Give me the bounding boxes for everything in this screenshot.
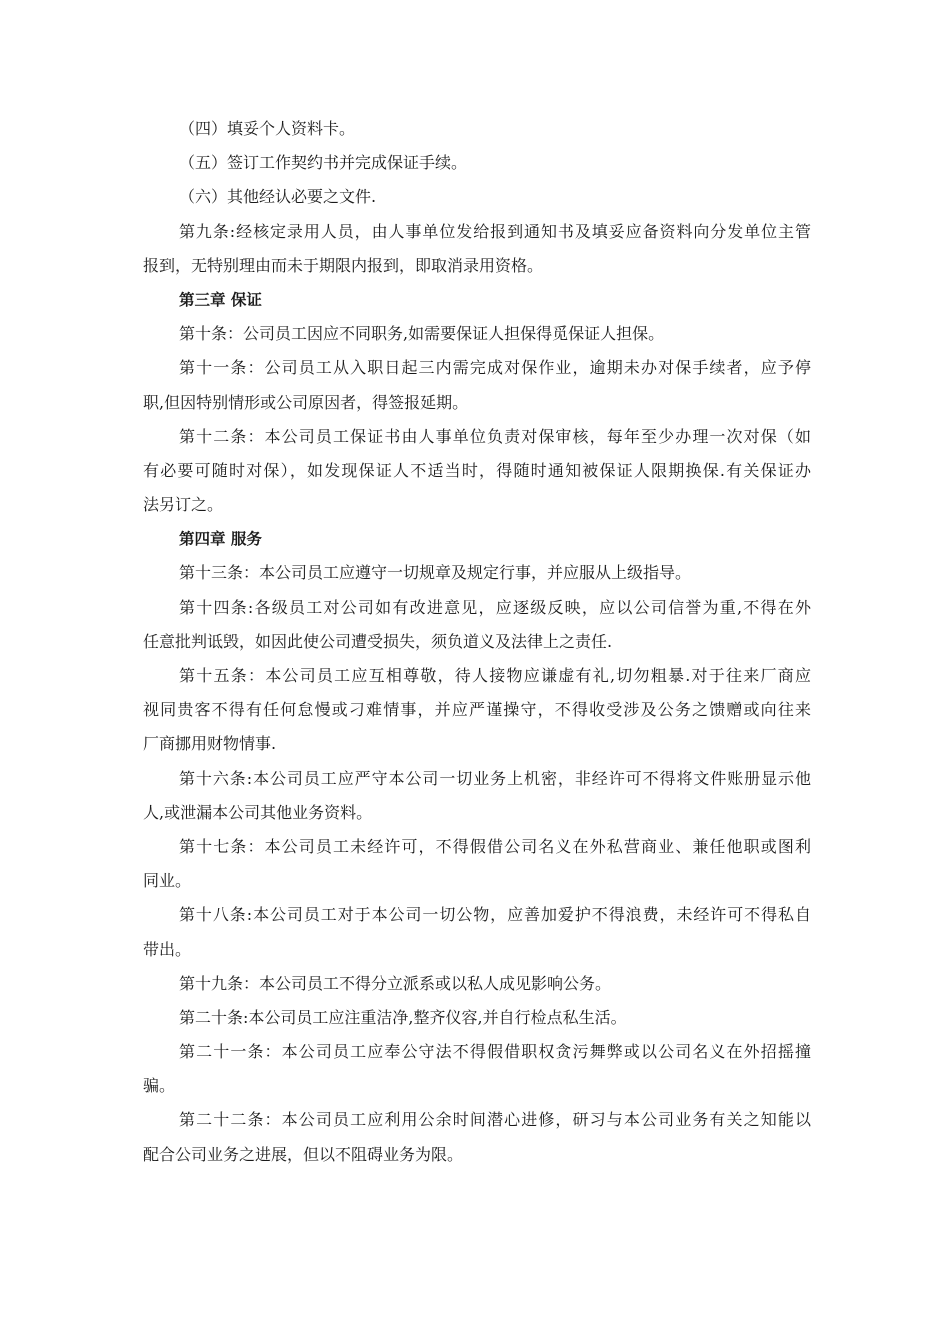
document-body — [143, 112, 811, 1172]
article-14-line-2: 任意批判诋毁，如因此使公司遭受损失，须负道义及法律上之责任. — [143, 631, 613, 651]
article-19-line-1: 第十九条：本公司员工不得分立派系或以私人成见影响公务。 — [179, 973, 612, 993]
article-12-line-1: 第十二条：本公司员工保证书由人事单位负责对保审核，每年至少办理一次对保（如 — [179, 426, 811, 446]
article-13-line-1: 第十三条：本公司员工应遵守一切规章及规定行事，并应服从上级指导。 — [179, 563, 692, 583]
article-10-line-1: 第十条：公司员工因应不同职务,如需要保证人担保得觅保证人担保。 — [179, 324, 665, 344]
item-4-line: （四）填妥个人资料卡。 — [179, 119, 356, 138]
article-11-line-1: 第十一条：公司员工从入职日起三内需完成对保作业，逾期未办对保手续者，应予停 — [179, 358, 811, 378]
article-12-line-3: 法另订之。 — [143, 495, 224, 515]
article-9-line-1: 第九条:经核定录用人员，由人事单位发给报到通知书及填妥应备资料向分发单位主管 — [179, 221, 811, 241]
article-20-line-1: 第二十条:本公司员工应注重洁净,整齐仪容,并自行检点私生活。 — [179, 1007, 627, 1027]
article-17-line-2: 同业。 — [143, 871, 192, 891]
article-21-line-1: 第二十一条：本公司员工应奉公守法不得假借职权贪污舞弊或以公司名义在外招摇撞 — [179, 1042, 811, 1062]
item-5-line: （五）签订工作契约书并完成保证手续。 — [179, 153, 468, 173]
article-12-line-2: 有必要可随时对保），如发现保证人不适当时，得随时通知被保证人限期换保.有关保证办 — [143, 460, 811, 480]
article-22-line-2: 配合公司业务之进展，但以不阻碍业务为限。 — [143, 1144, 464, 1164]
article-18-line-2: 带出。 — [143, 939, 192, 959]
chapter-4-heading: 第四章 服务 — [179, 530, 262, 549]
article-22-line-1: 第二十二条：本公司员工应利用公余时间潜心进修，研习与本公司业务有关之知能以 — [179, 1110, 811, 1130]
item-6-line: （六）其他经认必要之文件. — [179, 187, 377, 207]
article-16-line-2: 人,或泄漏本公司其他业务资料。 — [143, 802, 373, 822]
chapter-3-heading: 第三章 保证 — [179, 290, 262, 309]
article-15-line-3: 厂商挪用财物情事. — [143, 734, 277, 754]
article-18-line-1: 第十八条:本公司员工对于本公司一切公物，应善加爱护不得浪费，未经许可不得私自 — [179, 905, 811, 925]
article-14-line-1: 第十四条:各级员工对公司如有改进意见，应逐级反映，应以公司信誉为重,不得在外 — [179, 597, 811, 617]
article-15-line-1: 第十五条：本公司员工应互相尊敬，待人接物应谦虚有礼,切勿粗暴.对于往来厂商应 — [179, 666, 811, 685]
article-16-line-1: 第十六条:本公司员工应严守本公司一切业务上机密，非经许可不得将文件账册显示他 — [179, 768, 811, 788]
article-11-line-2: 职,但因特别情形或公司原因者，得签报延期。 — [143, 392, 469, 412]
article-9-line-2: 报到，无特别理由而未于期限内报到，即取消录用资格。 — [143, 255, 544, 275]
article-21-line-2: 骗。 — [143, 1076, 176, 1096]
article-15-line-2: 视同贵客不得有任何怠慢或刁难情事，并应严谨操守，不得收受涉及公务之馈赠或向往来 — [143, 700, 811, 720]
article-17-line-1: 第十七条：本公司员工未经许可，不得假借公司名义在外私营商业、兼任他职或图利 — [179, 836, 811, 856]
